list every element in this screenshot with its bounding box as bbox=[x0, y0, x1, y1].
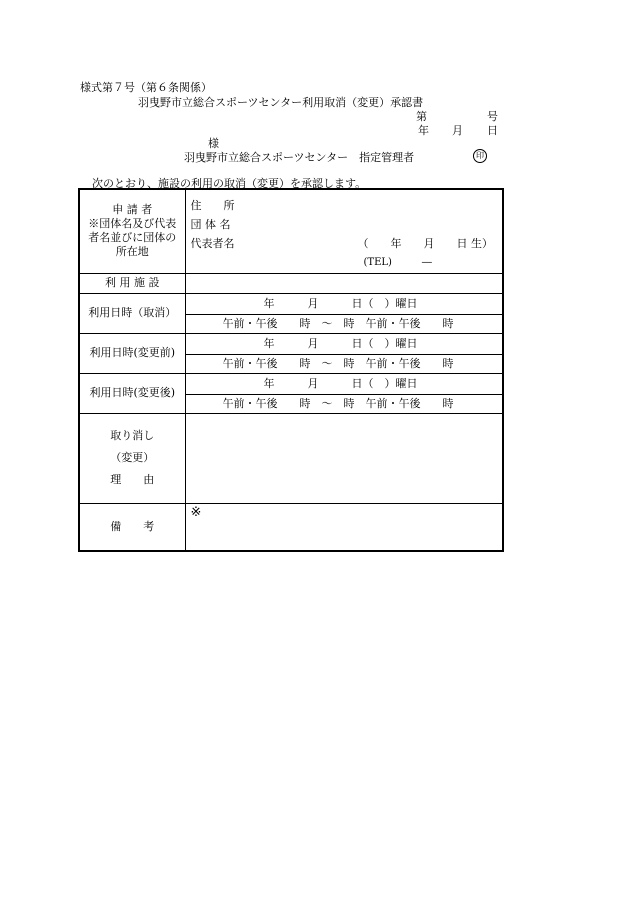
applicant-value-cell bbox=[185, 189, 503, 273]
facility-row bbox=[79, 273, 503, 293]
date-label-cancel: 利用日時（取消） bbox=[79, 293, 185, 333]
representative-label: 代表者名 bbox=[190, 237, 235, 250]
remarks-row bbox=[79, 503, 503, 551]
date-year: 年 bbox=[418, 124, 429, 137]
date-line-before: 年 月 日（ ）曜日 bbox=[263, 336, 418, 350]
date-label-before: 利用日時(変更前) bbox=[79, 333, 185, 373]
reason-value bbox=[185, 413, 503, 503]
remarks-value bbox=[185, 503, 503, 551]
birth-date: （ 年 月 日 生） bbox=[357, 237, 493, 250]
issuer-name: 羽曳野市立総合スポーツセンター 指定管理者 bbox=[184, 151, 415, 164]
applicant-label-4: 所在地 bbox=[115, 245, 149, 259]
reason-label-1: 取り消し bbox=[110, 429, 155, 442]
reason-row bbox=[79, 413, 503, 503]
seal-mark: 印 bbox=[473, 149, 487, 163]
applicant-label-2: ※団体名及び代表 bbox=[88, 217, 177, 231]
applicant-label-cell bbox=[79, 189, 185, 273]
form-table bbox=[78, 188, 504, 552]
facility-value bbox=[185, 273, 503, 293]
date-line-cancel: 年 月 日（ ）曜日 bbox=[263, 296, 418, 310]
date-line-after: 年 月 日（ ）曜日 bbox=[263, 376, 418, 390]
number-dai: 第 bbox=[416, 110, 427, 123]
date-day: 日 bbox=[487, 124, 498, 137]
document-title: 羽曳野市立総合スポーツセンター利用取消（変更）承認書 bbox=[138, 96, 424, 109]
time-line-after: 午前・午後 時 ～ 時 午前・午後 時 bbox=[222, 396, 454, 410]
facility-label: 利 用 施 設 bbox=[79, 273, 185, 293]
date-row-before bbox=[79, 333, 503, 373]
reason-label-cell bbox=[79, 413, 185, 503]
date-value-before bbox=[185, 333, 503, 373]
time-line-cancel: 午前・午後 時 ～ 時 午前・午後 時 bbox=[222, 316, 454, 330]
date-row-cancel bbox=[79, 293, 503, 333]
applicant-label-3: 者名並びに団体の bbox=[88, 231, 177, 245]
date-row-after bbox=[79, 373, 503, 413]
form-number: 様式第７号（第６条関係） bbox=[80, 81, 212, 94]
applicant-label-1: 申 請 者 bbox=[112, 203, 153, 217]
date-label-after: 利用日時(変更後) bbox=[79, 373, 185, 413]
date-month: 月 bbox=[452, 124, 463, 137]
date-value-cancel bbox=[185, 293, 503, 333]
intro-text: 次のとおり、施設の利用の取消（変更）を承認します。 bbox=[92, 177, 367, 190]
remarks-mark: ※ bbox=[190, 504, 202, 520]
group-name-label: 団 体 名 bbox=[190, 218, 231, 231]
reason-label-3: 理 由 bbox=[110, 473, 155, 486]
date-value-after bbox=[185, 373, 503, 413]
applicant-row bbox=[79, 189, 503, 273]
reason-label-2: （変更） bbox=[110, 451, 155, 464]
recipient-sama: 様 bbox=[208, 137, 219, 150]
remarks-label: 備 考 bbox=[79, 503, 185, 551]
telephone: (TEL) ― bbox=[363, 257, 432, 268]
address-label: 住 所 bbox=[190, 199, 235, 212]
time-line-before: 午前・午後 時 ～ 時 午前・午後 時 bbox=[222, 356, 454, 370]
number-go: 号 bbox=[487, 110, 498, 123]
